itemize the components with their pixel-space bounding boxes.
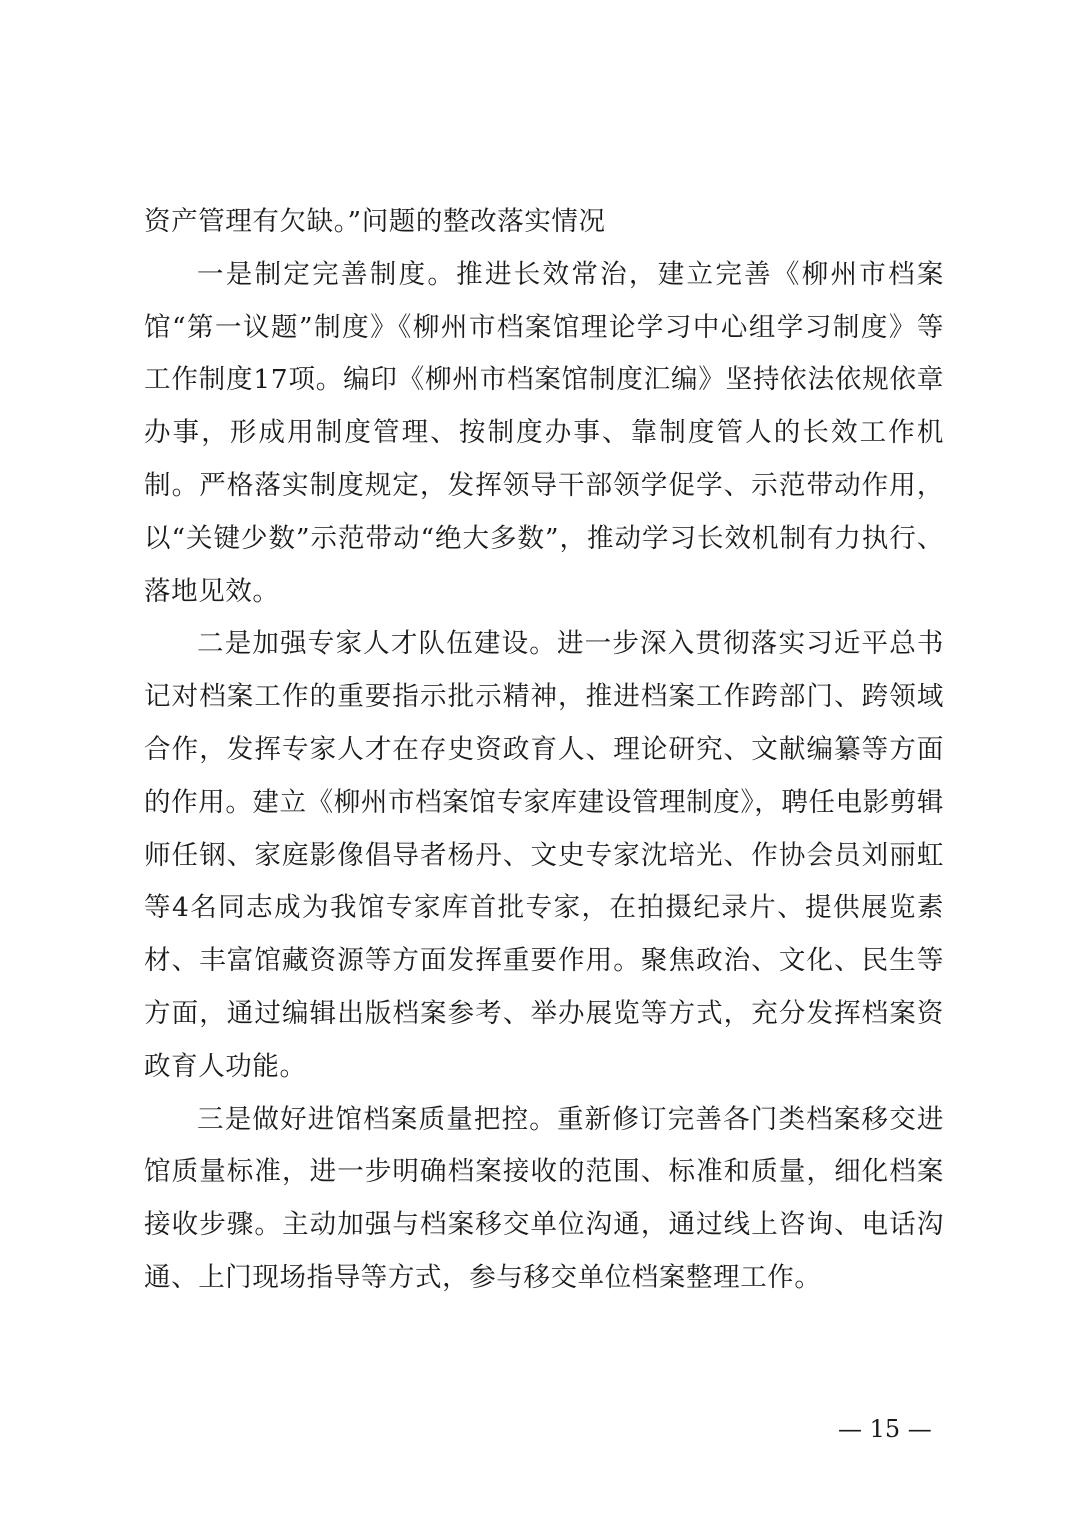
- paragraph-institution-building: 一是制定完善制度。推进长效常治，建立完善《柳州市档案馆“第一议题”制度》《柳州市档案馆理论学习中心组学习制度》等工作制度17项。编印《柳州市档案馆制度汇编》坚持依法依规依章办事，形成用制度管理、按制度办事、靠制度管人的长效工作机制。严格落实制度规定，发挥领导干部领学促学、示范带动作用，以“关键少数”示范带动“绝大多数”，推动学习长效机制有力执行、落地见效。: [144, 258, 944, 607]
- paragraph-expert-talent: 二是加强专家人才队伍建设。进一步深入贯彻落实习近平总书记对档案工作的重要指示批示精神，推进档案工作跨部门、跨领域合作，发挥专家人才在存史资政育人、理论研究、文献编纂等方面的作用。建立《柳州市档案馆专家库建设管理制度》，聘任电影剪辑师任钢、家庭影像倡导者杨丹、文史专家沈培光、作协会员刘丽虹等4名同志成为我馆专家库首批专家，在拍摄纪录片、提供展览素材、丰富馆藏资源等方面发挥重要作用。聚焦政治、文化、民生等方面，通过编辑出版档案参考、举办展览等方式，充分发挥档案资政育人功能。: [144, 628, 944, 1082]
- document-body: [144, 196, 944, 1305]
- paragraph-archive-quality: 三是做好进馆档案质量把控。重新修订完善各门类档案移交进馆质量标准，进一步明确档案接收的范围、标准和质量，细化档案接收步骤。主动加强与档案移交单位沟通，通过线上咨询、电话沟通、上门现场指导等方式，参与移交单位档案整理工作。: [144, 1103, 944, 1293]
- paragraph-continuation: 资产管理有欠缺。”问题的整改落实情况: [144, 206, 606, 237]
- page-number: — 15 —: [838, 1415, 932, 1443]
